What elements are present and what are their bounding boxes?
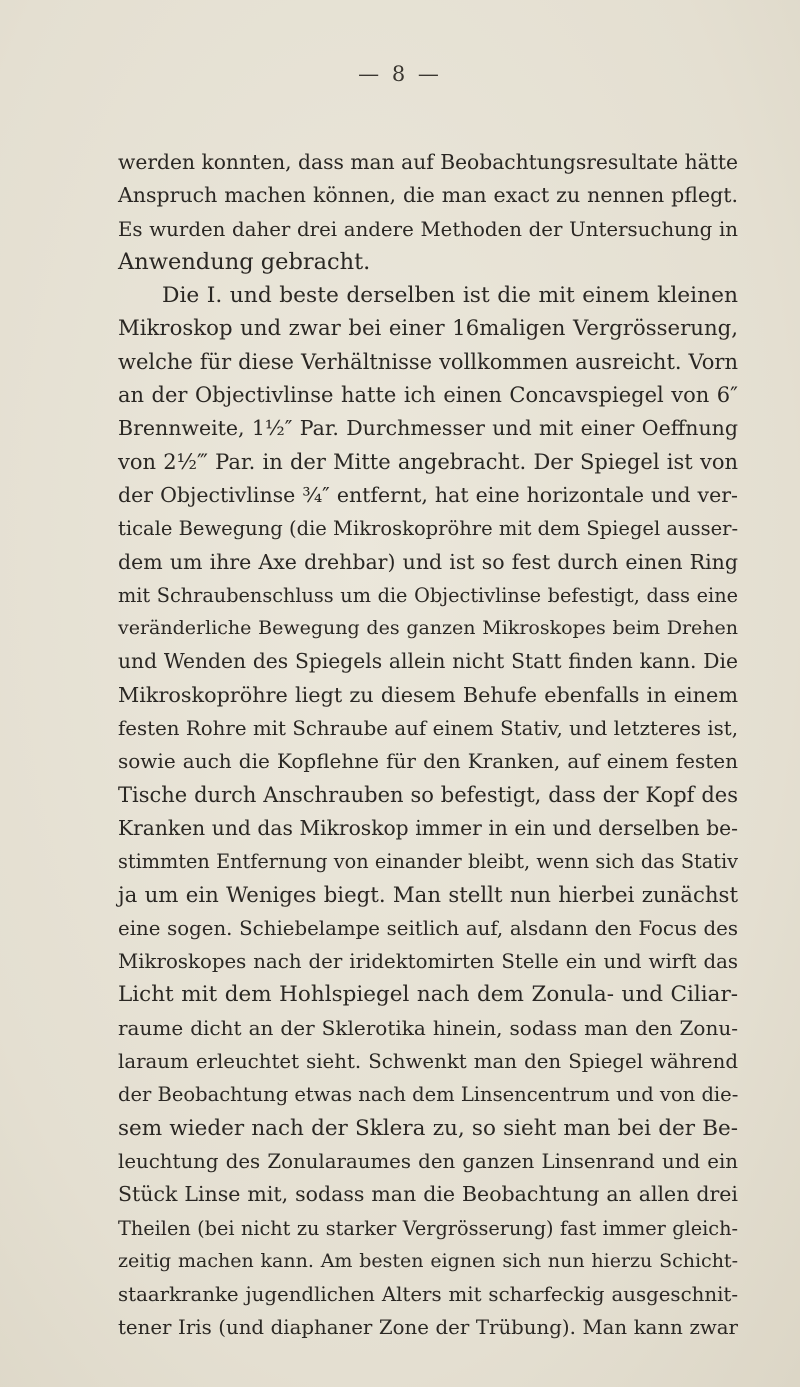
text-line: festen Rohre mit Schraube auf einem Stativ, und letzteres ist, (118, 717, 738, 741)
text-line: ja um ein Weniges biegt. Man stellt nun hierbei zunächst (118, 882, 738, 908)
text-line: dem um ihre Axe drehbar) und ist so fest durch einen Ring (118, 549, 738, 574)
text-line: Mikroskopröhre liegt zu diesem Behufe ebenfalls in einem (118, 682, 738, 707)
text-line: leuchtung des Zonularaumes den ganzen Linsenrand und ein (118, 1149, 738, 1173)
body-text (118, 146, 738, 1345)
text-line: sowie auch die Kopflehne für den Kranken, auf einem festen (118, 749, 738, 774)
text-line: an der Objectivlinse hatte ich einen Concavspiegel von 6″ (118, 383, 738, 408)
text-line: Mikroskopes nach der iridektomirten Stelle ein und wirft das (118, 950, 738, 974)
text-line: Anwendung gebracht. (118, 248, 371, 275)
text-line: werden konnten, dass man auf Beobachtungsresultate hätte (118, 150, 738, 174)
text-line: laraum erleuchtet sieht. Schwenkt man den Spiegel während (118, 1050, 738, 1074)
text-line: Stück Linse mit, sodass man die Beobachtung an allen drei (118, 1182, 738, 1207)
text-line: von 2½‴ Par. in der Mitte angebracht. Der Spiegel ist von (118, 449, 738, 474)
text-line: welche für diese Verhältnisse vollkommen ausreicht. Vorn (118, 349, 738, 374)
text-line: Licht mit dem Hohlspiegel nach dem Zonula- und Ciliar- (118, 982, 738, 1008)
text-line: staarkranke jugendlichen Alters mit scharfeckig ausgeschnit- (118, 1283, 738, 1307)
text-line: ticale Bewegung (die Mikroskopröhre mit dem Spiegel ausser- (118, 517, 739, 541)
text-line: Mikroskop und zwar bei einer 16maligen Vergrösserung, (118, 316, 738, 342)
text-line: Tische durch Anschrauben so befestigt, dass der Kopf des (118, 782, 738, 807)
text-line: veränderliche Bewegung des ganzen Mikroskopes beim Drehen (118, 617, 738, 640)
page-number: — 8 — (358, 62, 442, 86)
text-line: Es wurden daher drei andere Methoden der Untersuchung in (118, 217, 738, 241)
text-line: eine sogen. Schiebelampe seitlich auf, alsdann den Focus des (118, 916, 738, 940)
text-line: tener Iris (und diaphaner Zone der Trübung). Man kann zwar (118, 1316, 738, 1340)
text-line: und Wenden des Spiegels allein nicht Statt finden kann. Die (118, 649, 738, 674)
text-line: mit Schraubenschluss um die Objectivlinse befestigt, dass eine (118, 583, 738, 607)
text-line: Anspruch machen können, die man exact zu nennen pflegt. (118, 183, 738, 208)
text-line: Theilen (bei nicht zu starker Vergrösserung) fast immer gleich- (118, 1216, 738, 1240)
text-line: Brennweite, 1½″ Par. Durchmesser und mit einer Oeffnung (118, 416, 738, 441)
text-line: raume dicht an der Sklerotika hinein, sodass man den Zonu- (118, 1015, 738, 1040)
text-line: stimmten Entfernung von einander bleibt, wenn sich das Stativ (118, 850, 738, 874)
text-line: der Objectivlinse ¾″ entfernt, hat eine horizontale und ver- (118, 482, 738, 507)
text-line: Kranken und das Mikroskop immer in ein und derselben be- (118, 815, 738, 840)
text-line: der Beobachtung etwas nach dem Linsencentrum und von die- (118, 1083, 739, 1107)
text-line: Die I. und beste derselben ist die mit einem kleinen (162, 283, 738, 309)
text-line: sem wieder nach der Sklera zu, so sieht man bei der Be- (118, 1115, 738, 1141)
text-line: zeitig machen kann. Am besten eignen sich nun hierzu Schicht- (118, 1249, 738, 1272)
